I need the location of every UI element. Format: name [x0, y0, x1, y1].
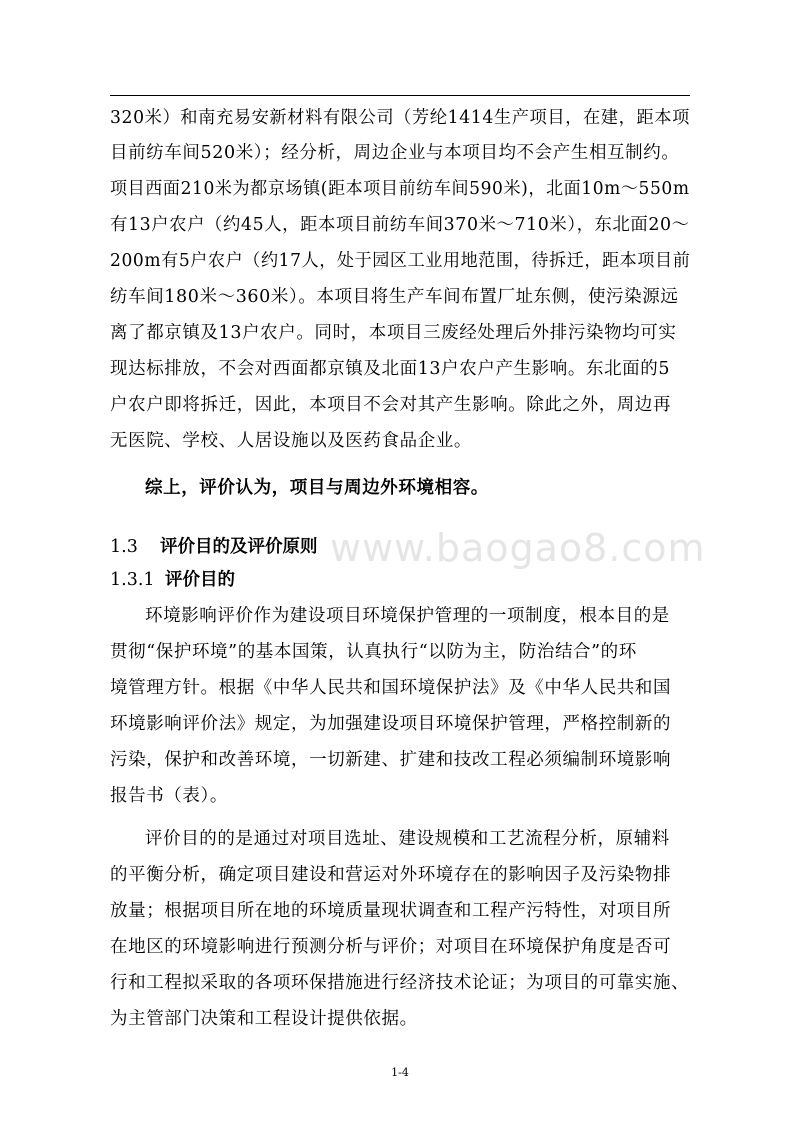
section-title: 评价目的及评价原则: [160, 537, 318, 557]
paragraph-3-line: 的平衡分析，确定项目建设和营运对外环境存在的影响因子及污染物排: [110, 865, 672, 885]
paragraph-1-line: 有13户农户（约45人，距本项目前纺车间370米～710米），东北面20～: [110, 215, 690, 235]
paragraph-1-line: 户农户即将拆迁，因此，本项目不会对其产生影响。除此之外，周边再: [110, 395, 672, 415]
section-heading-1-3: [110, 535, 318, 559]
paragraph-2-line: 环境影响评价作为建设项目环境保护管理的一项制度，根本目的是: [145, 606, 670, 626]
paragraph-1-line: 无医院、学校、人居设施以及医药食品企业。: [110, 431, 472, 451]
section-title: 评价目的: [165, 570, 235, 590]
paragraph-3-line: 行和工程拟采取的各项环保措施进行经济技术论证；为项目的可靠实施、: [110, 973, 690, 993]
paragraph-1-line: 目前纺车间520米）；经分析，周边企业与本项目均不会产生相互制约。: [110, 143, 680, 163]
paragraph-3-line: 放量；根据项目所在地的环境质量现状调查和工程产污特性，对项目所: [110, 901, 672, 921]
section-heading-1-3-1: [110, 568, 235, 592]
paragraph-1-line: 离了都京镇及13户农户。同时，本项目三废经处理后外排污染物均可实: [110, 323, 677, 343]
paragraph-1-line: 200m有5户农户（约17人，处于园区工业用地范围，待拆迁，距本项目前: [110, 251, 691, 271]
paragraph-2-line: 污染，保护和改善环境，一切新建、扩建和技改工程必须编制环境影响: [110, 750, 672, 770]
paragraph-2-line: 贯彻“保护环境”的基本国策，认真执行“以防为主，防治结合”的环: [110, 642, 637, 662]
paragraph-1-line: 320米）和南充易安新材料有限公司（芳纶1414生产项目，在建，距本项: [110, 108, 690, 128]
page-number: 1-4: [391, 1066, 409, 1079]
section-number: 1.3: [110, 537, 138, 557]
section-number: 1.3.1: [110, 570, 155, 590]
paragraph-1-line: 现达标排放，不会对西面都京镇及北面13户农户产生影响。东北面的5: [110, 359, 671, 379]
conclusion-text: 综上，评价认为，项目与周边外环境相容。: [145, 478, 489, 498]
paragraph-2-line: 报告书（表）。: [110, 786, 228, 806]
header-rule: [110, 95, 690, 96]
paragraph-3-line: 在地区的环境影响进行预测分析与评价；对项目在环境保护角度是否可: [110, 937, 672, 957]
paragraph-1-line: 纺车间180米～360米）。本项目将生产车间布置厂址东侧，使污染源远: [110, 287, 679, 307]
paragraph-1-line: 项目西面210米为都京场镇(距本项目前纺车间590米)，北面10m～550m: [110, 179, 690, 199]
paragraph-2-line: 环境影响评价法》规定，为加强建设项目环境保护管理，严格控制新的: [110, 714, 672, 734]
watermark: www.baogao8.com: [330, 526, 706, 570]
paragraph-2-line: 境管理方针。根据《中华人民共和国环境保护法》及《中华人民共和国: [110, 678, 672, 698]
paragraph-3-line: 为主管部门决策和工程设计提供依据。: [110, 1009, 418, 1029]
paragraph-3-line: 评价目的的是通过对项目选址、建设规模和工艺流程分析，原辅料: [145, 829, 670, 849]
